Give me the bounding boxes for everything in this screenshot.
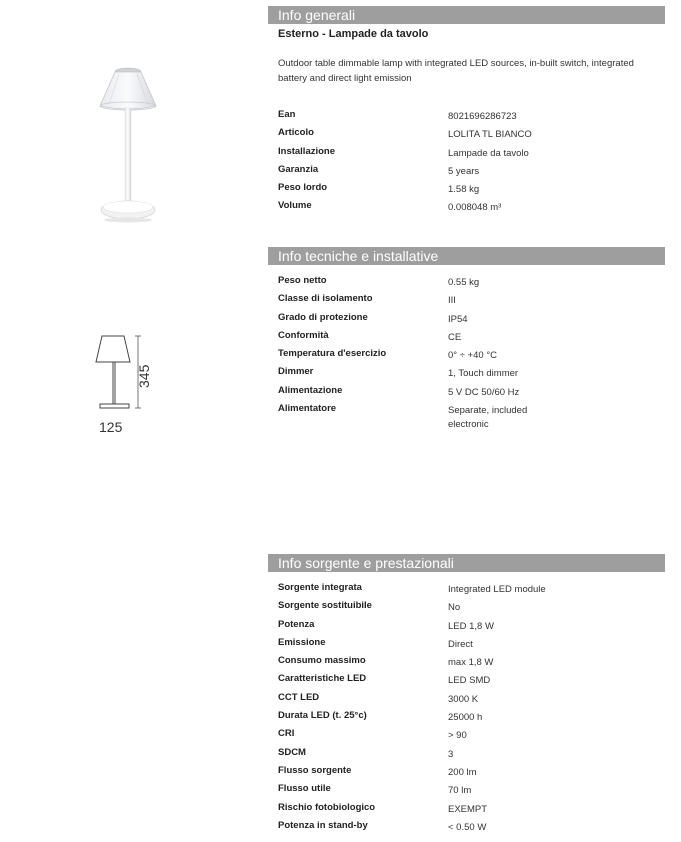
row-label: Consumo massimo: [278, 655, 366, 667]
row-value: Separate, included electronic: [448, 405, 528, 431]
table-row: [278, 747, 658, 765]
row-label: Classe di isolamento: [278, 293, 373, 305]
section-header-general: Info generali: [268, 6, 665, 24]
row-label: Conformità: [278, 329, 329, 341]
table-row: [278, 293, 658, 311]
row-label: CRI: [278, 728, 295, 740]
row-label: Durata LED (t. 25°c): [278, 710, 367, 722]
row-value: No: [448, 602, 461, 614]
table-row: [278, 146, 658, 164]
table-row: [278, 275, 658, 293]
table-row: [278, 385, 658, 403]
table-row: [278, 127, 658, 145]
section-header-technical: Info tecniche e installative: [268, 247, 665, 265]
lamp-product-photo: [95, 64, 165, 224]
row-value: 0° ÷ +40 °C: [448, 350, 497, 362]
row-label: CCT LED: [278, 691, 320, 703]
row-value: 5 years: [448, 165, 480, 177]
table-row: [278, 802, 658, 820]
row-label: Ean: [278, 109, 296, 120]
row-label: SDCM: [278, 746, 306, 758]
table-row: [278, 600, 658, 618]
source-info-table: [278, 582, 658, 838]
row-value: 3: [448, 748, 454, 760]
row-value: CE: [448, 331, 462, 343]
product-description: Outdoor table dimmable lamp with integrated LED sources, in-built switch, integrated battery and direct light emission: [278, 58, 634, 84]
row-label: Volume: [278, 200, 312, 212]
table-row: [278, 403, 658, 437]
row-value: > 90: [448, 730, 467, 742]
table-row: [278, 164, 658, 182]
table-row: [278, 619, 658, 637]
row-value: Direct: [448, 638, 473, 650]
table-row: [278, 109, 658, 127]
row-value: 200 lm: [448, 766, 477, 778]
row-value: 3000 K: [448, 693, 479, 705]
section-header-source: Info sorgente e prestazionali: [268, 554, 665, 572]
row-label: Peso netto: [278, 275, 327, 286]
row-label: Alimentatore: [278, 403, 337, 415]
table-row: [278, 728, 658, 746]
table-row: [278, 783, 658, 801]
row-label: Caratteristiche LED: [278, 673, 367, 685]
row-value: Lampade da tavolo: [448, 147, 529, 159]
table-row: [278, 710, 658, 728]
row-label: Garanzia: [278, 163, 319, 175]
row-label: Grado di protezione: [278, 311, 368, 323]
row-value: 25000 h: [448, 712, 483, 724]
row-label: Potenza: [278, 618, 315, 630]
general-info-table: [278, 109, 658, 219]
technical-info-table: [278, 275, 658, 437]
row-value: LED SMD: [448, 675, 491, 687]
row-value: IP54: [448, 313, 468, 325]
row-value: EXEMPT: [448, 803, 488, 815]
row-label: Temperatura d'esercizio: [278, 348, 387, 360]
row-value: LOLITA TL BIANCO: [448, 129, 532, 141]
height-dimension-label: 345: [136, 364, 152, 388]
row-value: 0.55 kg: [448, 277, 480, 288]
table-row: [278, 366, 658, 384]
table-row: [278, 692, 658, 710]
row-label: Potenza in stand-by: [278, 819, 368, 831]
row-value: < 0.50 W: [448, 821, 487, 833]
table-row: [278, 182, 658, 200]
row-label: Sorgente sostituibile: [278, 600, 372, 612]
table-row: [278, 820, 658, 838]
row-value: III: [448, 295, 456, 307]
product-subtitle: Esterno - Lampade da tavolo: [278, 28, 429, 40]
table-row: [278, 312, 658, 330]
row-label: Sorgente integrata: [278, 582, 362, 593]
table-row: [278, 637, 658, 655]
row-label: Articolo: [278, 127, 314, 139]
row-label: Alimentazione: [278, 384, 343, 396]
row-label: Flusso sorgente: [278, 764, 352, 776]
row-value: Integrated LED module: [448, 584, 546, 595]
row-label: Rischio fotobiologico: [278, 801, 376, 813]
row-value: LED 1,8 W: [448, 620, 494, 632]
table-row: [278, 330, 658, 348]
row-value: 1.58 kg: [448, 184, 480, 196]
row-label: Installazione: [278, 145, 336, 157]
row-value: 1, Touch dimmer: [448, 368, 519, 380]
table-row: [278, 348, 658, 366]
table-row: [278, 765, 658, 783]
row-label: Peso lordo: [278, 182, 328, 194]
width-dimension-label: 125: [99, 419, 123, 435]
row-label: Emissione: [278, 636, 326, 648]
row-value: max 1,8 W: [448, 657, 494, 669]
table-row: [278, 200, 658, 218]
row-value: 0.008048 m³: [448, 202, 502, 214]
table-row: [278, 582, 658, 600]
row-value: 8021696286723: [448, 111, 517, 122]
table-row: [278, 655, 658, 673]
table-row: [278, 673, 658, 691]
row-value: 5 V DC 50/60 Hz: [448, 386, 520, 398]
row-label: Dimmer: [278, 366, 314, 378]
row-value: 70 lm: [448, 785, 472, 797]
row-label: Flusso utile: [278, 783, 331, 795]
